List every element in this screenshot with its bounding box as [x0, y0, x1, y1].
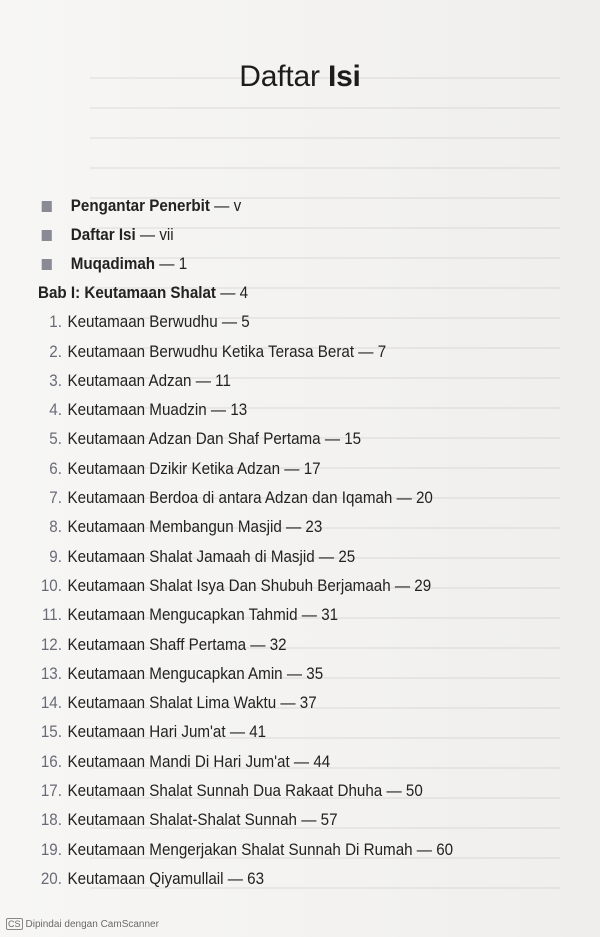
square-bullet-icon — [42, 201, 52, 212]
toc-entry — [38, 718, 535, 747]
entry-number: 16. — [40, 752, 62, 771]
entry-page: 25 — [338, 547, 356, 566]
toc-separator: — — [195, 371, 211, 390]
entry-page: 63 — [247, 869, 265, 888]
entry-page: 41 — [249, 723, 267, 742]
toc-separator: — — [280, 694, 296, 713]
entry-label: Keutamaan Adzan — [67, 371, 192, 390]
entry-page: 32 — [269, 635, 287, 654]
toc-entry — [38, 689, 535, 718]
toc-page: vii — [159, 226, 174, 244]
scanner-watermark — [6, 918, 159, 930]
entry-label: Keutamaan Membangun Masjid — [67, 518, 282, 537]
toc-page: 1 — [178, 255, 188, 273]
toc-entry — [38, 425, 535, 454]
entry-number: 4. — [49, 401, 62, 420]
toc-entry — [38, 484, 535, 513]
toc-separator: — — [227, 869, 243, 888]
toc-separator: — — [324, 430, 341, 449]
page-title — [0, 60, 600, 94]
toc-separator: — — [284, 459, 300, 478]
entry-number: 17. — [40, 782, 62, 801]
entry-label: Keutamaan Berwudhu Ketika Terasa Berat — [67, 342, 355, 361]
toc-front-matter — [38, 192, 535, 221]
toc-front-matter — [38, 250, 535, 279]
toc-entry — [38, 601, 535, 630]
toc-label: Muqadimah — [70, 255, 156, 273]
entry-number: 20. — [40, 869, 62, 888]
square-bullet-icon — [42, 259, 52, 270]
entry-label: Keutamaan Adzan Dan Shaf Pertama — [67, 430, 321, 449]
entry-number: 15. — [40, 723, 62, 742]
entry-label: Keutamaan Shalat Jamaah di Masjid — [67, 547, 315, 566]
entry-page: 31 — [321, 606, 339, 625]
entry-page: 23 — [305, 518, 323, 537]
entry-page: 57 — [320, 811, 338, 830]
entry-number: 10. — [40, 576, 62, 595]
square-bullet-icon — [42, 230, 52, 241]
entry-page: 60 — [436, 840, 454, 859]
entry-number: 3. — [49, 371, 62, 390]
entry-label: Keutamaan Shalat-Shalat Sunnah — [67, 811, 297, 830]
entry-number: 11. — [41, 606, 62, 625]
toc-entry — [38, 543, 535, 572]
toc-entry — [38, 865, 535, 894]
entry-number: 18. — [40, 811, 62, 830]
entry-label: Keutamaan Shaff Pertama — [67, 635, 247, 654]
toc-chapter-heading — [38, 279, 535, 308]
toc-separator: — — [221, 313, 238, 332]
toc-separator: — — [416, 840, 432, 859]
toc-separator: — — [358, 342, 374, 361]
toc-entry — [38, 660, 535, 689]
toc-entry — [38, 777, 535, 806]
entry-label: Keutamaan Shalat Sunnah Dua Rakaat Dhuha — [67, 782, 383, 801]
toc-separator: — — [214, 197, 230, 215]
toc-entry — [38, 572, 535, 601]
camscanner-logo-icon: CS — [8, 919, 21, 929]
chapter-label: Bab I: Keutamaan Shalat — [38, 284, 216, 302]
chapter-page: 4 — [239, 284, 249, 302]
entry-number: 8. — [49, 518, 62, 537]
toc-front-matter — [38, 221, 535, 250]
entry-label: Keutamaan Shalat Lima Waktu — [67, 694, 277, 713]
toc-entry — [38, 367, 535, 396]
toc-separator: — — [220, 284, 236, 302]
entry-label: Keutamaan Mandi Di Hari Jum'at — [67, 752, 290, 771]
toc-label: Daftar Isi — [70, 226, 136, 244]
entry-label: Keutamaan Berdoa di antara Adzan dan Iqamah — [67, 489, 393, 508]
toc-entry — [38, 396, 535, 425]
entry-number: 13. — [40, 664, 62, 683]
entry-page: 11 — [215, 371, 231, 390]
entry-number: 9. — [49, 547, 62, 566]
entry-label: Keutamaan Mengucapkan Amin — [67, 664, 283, 683]
entry-page: 50 — [405, 782, 423, 801]
toc-separator: — — [301, 811, 317, 830]
toc-label: Pengantar Penerbit — [70, 197, 210, 215]
toc-separator: — — [394, 576, 411, 595]
toc-entry — [38, 308, 535, 337]
toc-entry — [38, 748, 535, 777]
entry-label: Keutamaan Mengucapkan Tahmid — [67, 606, 298, 625]
entry-page: 35 — [306, 664, 324, 683]
toc-separator: — — [139, 226, 156, 244]
entry-number: 14. — [40, 694, 62, 713]
title-emphasis: Isi — [327, 60, 361, 93]
entry-label: Keutamaan Dzikir Ketika Adzan — [67, 459, 281, 478]
toc-entry — [38, 631, 535, 660]
entry-page: 17 — [303, 459, 321, 478]
entry-page: 37 — [299, 694, 317, 713]
entry-label: Keutamaan Shalat Isya Dan Shubuh Berjamaah — [67, 576, 391, 595]
toc-entry — [38, 513, 535, 542]
toc-entry — [38, 338, 535, 367]
title-prefix: Daftar — [239, 60, 320, 93]
toc-separator: — — [396, 489, 412, 508]
toc-separator: — — [293, 752, 310, 771]
entry-number: 1. — [49, 313, 62, 332]
entry-label: Keutamaan Hari Jum'at — [67, 723, 226, 742]
toc-separator: — — [318, 547, 335, 566]
toc-separator: — — [285, 518, 302, 537]
entry-number: 12. — [40, 635, 62, 654]
entry-number: 2. — [49, 342, 62, 361]
entry-number: 6. — [49, 459, 62, 478]
toc-separator: — — [301, 606, 317, 625]
entry-label: Keutamaan Qiyamullail — [67, 869, 224, 888]
entry-label: Keutamaan Mengerjakan Shalat Sunnah Di Rumah — [67, 840, 413, 859]
toc-separator: — — [159, 255, 175, 273]
entry-number: 5. — [49, 430, 62, 449]
entry-page: 5 — [241, 313, 250, 332]
toc-entry — [38, 836, 535, 865]
toc-separator: — — [250, 635, 266, 654]
entry-page: 15 — [344, 430, 362, 449]
entry-page: 20 — [415, 489, 433, 508]
entry-label: Keutamaan Muadzin — [67, 401, 207, 420]
toc-entry — [38, 455, 535, 484]
entry-page: 7 — [377, 342, 387, 361]
entry-number: 19. — [40, 840, 62, 859]
entry-number: 7. — [49, 489, 62, 508]
entry-page: 29 — [414, 576, 432, 595]
toc-separator: — — [386, 782, 402, 801]
toc-page: v — [233, 197, 242, 215]
table-of-contents — [38, 192, 578, 894]
toc-entry — [38, 806, 535, 835]
toc-separator: — — [286, 664, 303, 683]
entry-page: 13 — [230, 401, 248, 420]
watermark-text: Dipindai dengan CamScanner — [25, 919, 159, 930]
toc-separator: — — [229, 723, 245, 742]
entry-label: Keutamaan Berwudhu — [67, 313, 218, 332]
entry-page: 44 — [313, 752, 331, 771]
toc-separator: — — [210, 401, 227, 420]
